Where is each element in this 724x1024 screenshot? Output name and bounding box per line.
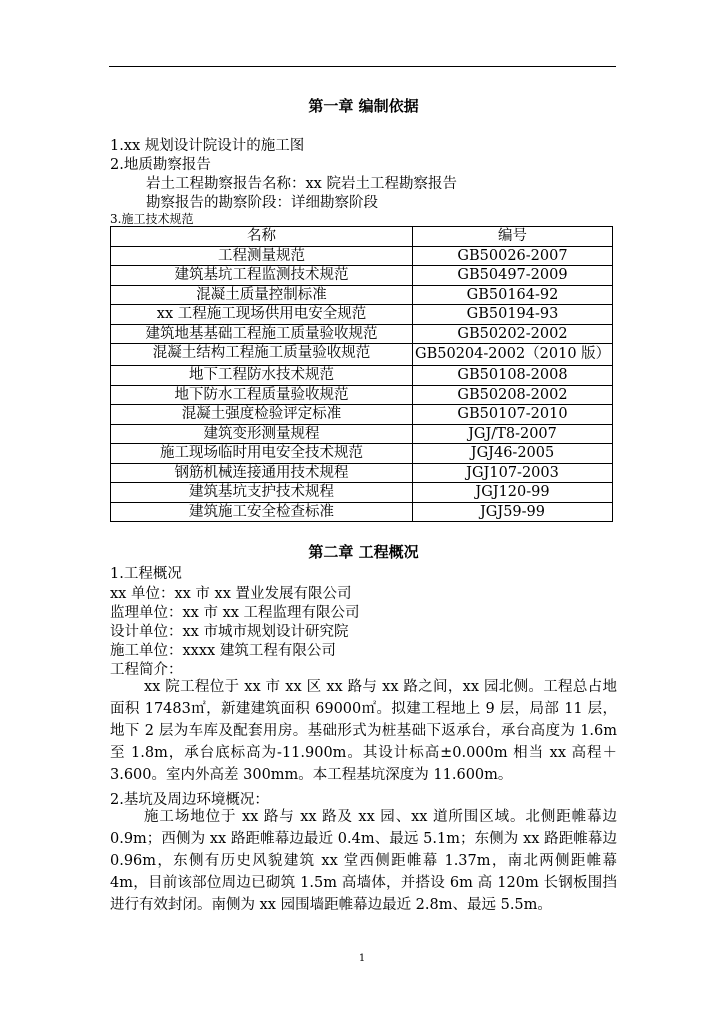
spec-name: 施工现场临时用电安全技术规范 xyxy=(111,444,413,464)
intro-label: 工程简介： xyxy=(110,662,183,678)
spec-name: 建筑基坑工程监测技术规范 xyxy=(111,266,413,286)
basis-item-2: 2.地质勘察报告 xyxy=(110,157,211,173)
intro-paragraph xyxy=(110,676,617,786)
spec-code: JGJ120-99 xyxy=(413,483,613,503)
design-unit: 设计单位：xx 市城市规划设计研究院 xyxy=(110,624,349,640)
table-row xyxy=(111,424,613,444)
spec-name: 建筑基坑支护技术规程 xyxy=(111,483,413,503)
environment-text: 施工场地位于 xx 路与 xx 路及 xx 园、xx 道所围区域。北侧距帷幕边 0.9m；西侧为 xx 路距帷幕边最近 0.4m、最远 5.1m；东侧为 xx 路距帷幕边 0.96m，东侧有历史风貌建筑 xx 堂西侧距帷幕 1.37m，南北两侧距帷幕 4m，目前该部位周边已砌筑 1.5m 高墙体，并搭设 6m 高 120m 长钢板围挡进行有效封闭。南侧为 xx 园围墙距帷幕边最近 2.8m、最远 5.5m。 xyxy=(110,809,617,913)
table-row xyxy=(111,502,613,522)
spec-name: 建筑施工安全检查标准 xyxy=(111,502,413,522)
spec-code: GB50202-2002 xyxy=(413,324,613,344)
table-row xyxy=(111,385,613,405)
construction-unit: 施工单位：xxxx 建筑工程有限公司 xyxy=(110,643,336,659)
environment-paragraph xyxy=(110,806,617,916)
table-row xyxy=(111,463,613,483)
table-header-row xyxy=(111,227,613,247)
spec-code: GB50208-2002 xyxy=(413,385,613,405)
environment-section-title: 2.基坑及周边环境概况： xyxy=(110,792,269,808)
spec-code: JGJ/T8-2007 xyxy=(413,424,613,444)
spec-code: GB50497-2009 xyxy=(413,266,613,286)
spec-name: 建筑地基基础工程施工质量验收规范 xyxy=(111,324,413,344)
table-row xyxy=(111,344,613,366)
spec-code: JGJ59-99 xyxy=(413,502,613,522)
supervisor-unit: 监理单位：xx 市 xx 工程监理有限公司 xyxy=(110,605,360,621)
spec-code: GB50204-2002（2010 版） xyxy=(413,344,613,366)
intro-text: xx 院工程位于 xx 市 xx 区 xx 路与 xx 路之间，xx 园北侧。工程总占地面积 17483㎡，新建建筑面积 69000㎡。拟建工程地上 9 层，局部 11 层，地下 2 层为车库及配套用房。基础形式为桩基础下返承台，承台高度为 1.6m 至 1.8m，承台底标高为-11.900m。其设计标高±0.000m 相当 xx 高程＋3.600。室内外高差 300mm。本工程基坑深度为 11.600m。 xyxy=(110,679,617,783)
spec-code: JGJ107-2003 xyxy=(413,463,613,483)
spec-name: 建筑变形测量规程 xyxy=(111,424,413,444)
table-row xyxy=(111,246,613,266)
header-rule xyxy=(109,66,616,67)
chapter1-title: 第一章 编制依据 xyxy=(308,97,419,115)
header-name: 名称 xyxy=(111,227,413,247)
spec-code: GB50026-2007 xyxy=(413,246,613,266)
table-row xyxy=(111,266,613,286)
table-row xyxy=(111,483,613,503)
overview-section-title: 1.工程概况 xyxy=(110,566,182,582)
owner-unit: xx 单位：xx 市 xx 置业发展有限公司 xyxy=(110,586,352,602)
spec-name: xx 工程施工现场供用电安全规范 xyxy=(111,305,413,325)
basis-item-3: 3.施工技术规范 xyxy=(110,212,194,226)
survey-report-stage: 勘察报告的勘察阶段：详细勘察阶段 xyxy=(146,195,378,211)
table-row xyxy=(111,405,613,425)
spec-code: GB50164-92 xyxy=(413,285,613,305)
spec-name: 地下工程防水技术规范 xyxy=(111,366,413,386)
table-row xyxy=(111,305,613,325)
spec-code: JGJ46-2005 xyxy=(413,444,613,464)
spec-name: 混凝土结构工程施工质量验收规范 xyxy=(111,344,413,366)
spec-name: 混凝土质量控制标准 xyxy=(111,285,413,305)
table-row xyxy=(111,366,613,386)
survey-report-name: 岩土工程勘察报告名称：xx 院岩土工程勘察报告 xyxy=(146,176,457,192)
spec-name: 钢筋机械连接通用技术规程 xyxy=(111,463,413,483)
basis-item-1: 1.xx 规划设计院设计的施工图 xyxy=(110,138,305,154)
table-row xyxy=(111,444,613,464)
spec-code: GB50108-2008 xyxy=(413,366,613,386)
header-code: 编号 xyxy=(413,227,613,247)
spec-name: 地下防水工程质量验收规范 xyxy=(111,385,413,405)
table-row xyxy=(111,285,613,305)
spec-name: 混凝土强度检验评定标准 xyxy=(111,405,413,425)
table-row xyxy=(111,324,613,344)
spec-table xyxy=(110,226,613,522)
spec-code: GB50107-2010 xyxy=(413,405,613,425)
page-number: 1 xyxy=(358,953,366,964)
chapter2-title: 第二章 工程概况 xyxy=(308,543,419,561)
spec-code: GB50194-93 xyxy=(413,305,613,325)
spec-name: 工程测量规范 xyxy=(111,246,413,266)
